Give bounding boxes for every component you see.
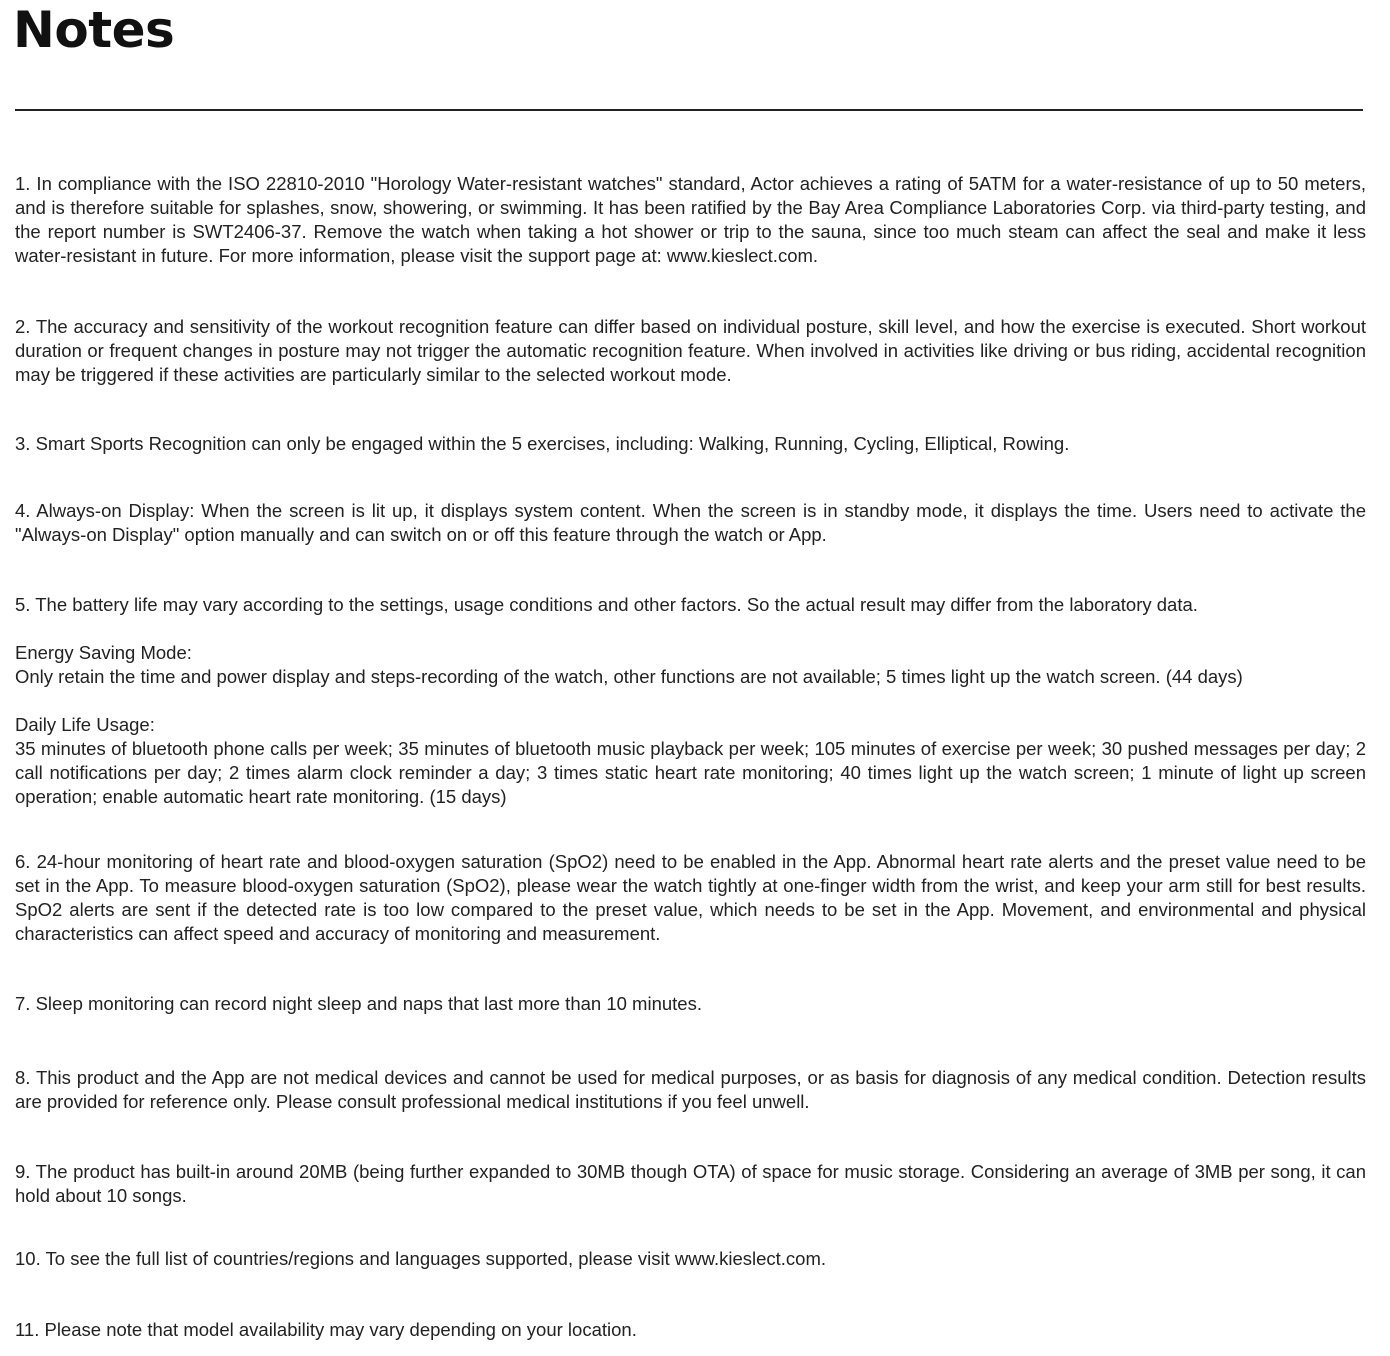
note-1-water-resistance: 1. In compliance with the ISO 22810-2010 "Horology Water-resistant watches" standard, Actor achieves a rating of 5ATM for a water-resistance of up to 50 meters, and is therefore suitable for splashes, snow, showering, or swimming. It has been ratified by the Bay Area Compliance Laboratories Corp. via third-party testing, and the report number is SWT2406-37. Remove the watch when taking a hot shower or trip to the sauna, since too much steam can affect the seal and make it less water-resistant in future. For more information, please visit the support page at: www.kieslect.com.: [15, 173, 1366, 266]
note-5-daily-usage-heading: Daily Life Usage:: [15, 714, 155, 735]
title-divider: [15, 109, 1363, 111]
note-7-sleep-monitoring: 7. Sleep monitoring can record night sleep and naps that last more than 10 minutes.: [15, 993, 702, 1014]
note-5-battery-life: 5. The battery life may vary according to the settings, usage conditions and other factors. So the actual result may differ from the laboratory data.: [15, 594, 1198, 615]
note-9-music-storage: 9. The product has built-in around 20MB (being further expanded to 30MB though OTA) of space for music storage. Considering an average of 3MB per song, it can hold about 10 songs.: [15, 1161, 1366, 1206]
note-8-medical-disclaimer: 8. This product and the App are not medical devices and cannot be used for medical purposes, or as basis for diagnosis of any medical condition. Detection results are provided for reference only. Please consult professional medical institutions if you feel unwell.: [15, 1067, 1366, 1112]
note-3-smart-sports: 3. Smart Sports Recognition can only be engaged within the 5 exercises, including: Walking, Running, Cycling, Elliptical, Rowing.: [15, 433, 1070, 454]
note-5-energy-saving-heading: Energy Saving Mode:: [15, 642, 192, 663]
note-10-regions-languages: 10. To see the full list of countries/regions and languages supported, please visit www.kieslect.com.: [15, 1248, 827, 1269]
note-2-workout-recognition: 2. The accuracy and sensitivity of the workout recognition feature can differ based on individual posture, skill level, and how the exercise is executed. Short workout duration or frequent changes in posture may not trigger the automatic recognition feature. When involved in activities like driving or bus riding, accidental recognition may be triggered if these activities are particularly similar to the selected workout mode.: [15, 316, 1366, 385]
note-11-model-availability: 11. Please note that model availability may vary depending on your location.: [15, 1319, 637, 1340]
note-5-daily-usage-body: 35 minutes of bluetooth phone calls per week; 35 minutes of bluetooth music playback per week; 105 minutes of exercise per week; 30 pushed messages per day; 2 call notifications per day; 2 times alarm clock reminder a day; 3 times static heart rate monitoring; 40 times light up the watch screen; 1 minute of light up screen operation; enable automatic heart rate monitoring. (15 days): [15, 738, 1366, 807]
page-title: Notes: [13, 1, 175, 59]
note-6-heart-rate-spo2: 6. 24-hour monitoring of heart rate and blood-oxygen saturation (SpO2) need to be enabled in the App. Abnormal heart rate alerts and the preset value need to be set in the App. To measure blood-oxygen saturation (SpO2), please wear the watch tightly at one-finger width from the wrist, and keep your arm still for best results. SpO2 alerts are sent if the detected rate is too low compared to the preset value, which needs to be set in the App. Movement, and environmental and physical characteristics can affect speed and accuracy of monitoring and measurement.: [15, 851, 1366, 944]
note-4-always-on-display: 4. Always-on Display: When the screen is lit up, it displays system content. When the screen is in standby mode, it displays the time. Users need to activate the "Always-on Display" option manually and can switch on or off this feature through the watch or App.: [15, 500, 1366, 545]
note-5-energy-saving-body: Only retain the time and power display and steps-recording of the watch, other functions are not available; 5 times light up the watch screen. (44 days): [15, 666, 1243, 687]
